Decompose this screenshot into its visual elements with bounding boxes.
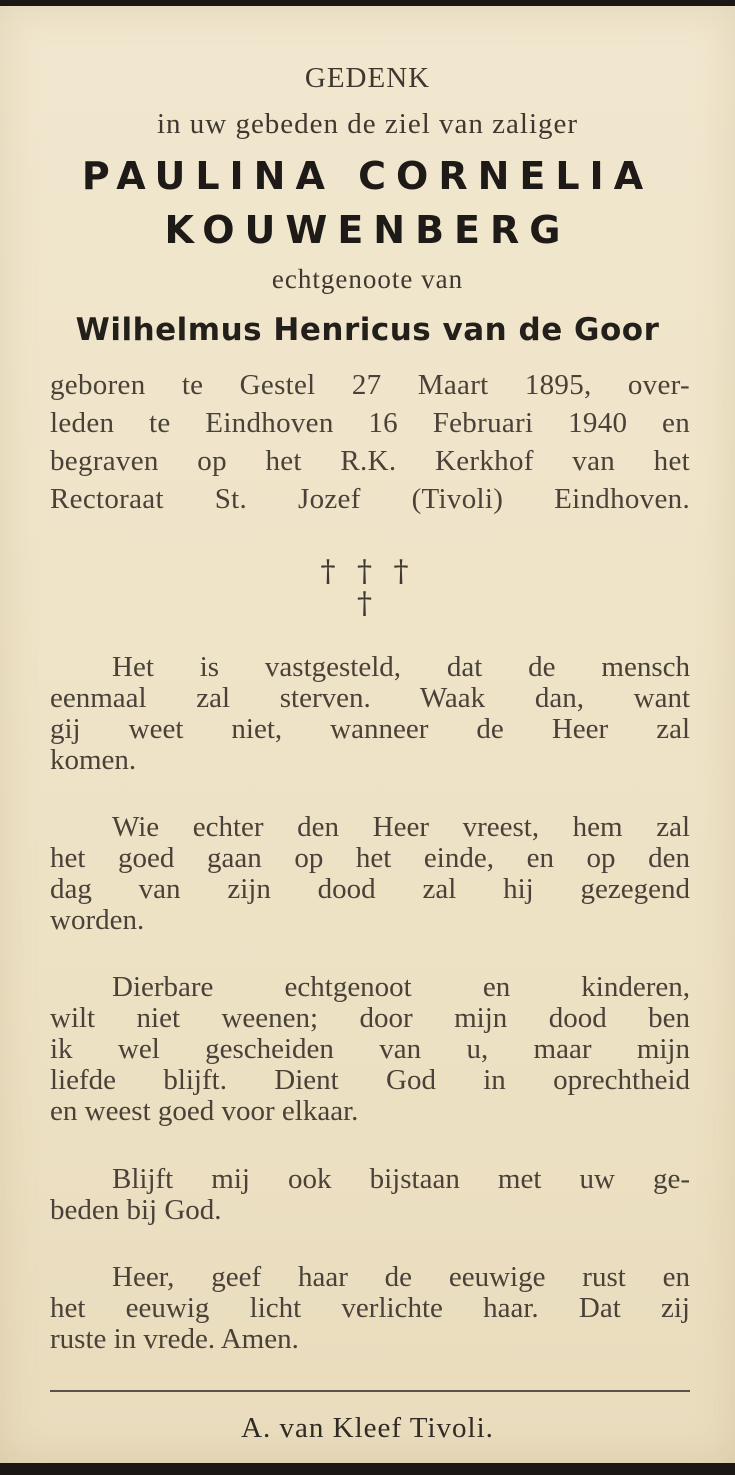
paragraph-line: gij weet niet, wanneer de Heer zal <box>50 713 690 745</box>
printer-credit: A. van Kleef Tivoli. <box>241 1412 494 1444</box>
cross-ornament-bottom: † <box>357 586 378 621</box>
paragraph-line: het eeuwig licht verlichte haar. Dat zij <box>50 1292 690 1324</box>
paragraph-5 <box>50 1262 690 1355</box>
paragraph-line: beden bij God. <box>50 1194 222 1226</box>
prayer-subtitle: in uw gebeden de ziel van zaliger <box>156 108 579 140</box>
paragraph-line: Heer, geef haar de eeuwige rust en <box>112 1261 690 1293</box>
biography-line: leden te Eindhoven 16 Februari 1940 en <box>50 407 690 439</box>
biography-line: Rectoraat St. Jozef (Tivoli) Eindhoven. <box>50 483 690 515</box>
paragraph-line: liefde blijft. Dient God in oprechtheid <box>50 1064 690 1096</box>
gedenk-heading: GEDENK <box>304 62 431 94</box>
deceased-name-line-2: KOUWENBERG <box>164 208 571 252</box>
paragraph-4 <box>50 1164 690 1226</box>
paragraph-line: eenmaal zal sterven. Waak dan, want <box>50 682 690 714</box>
spouse-intro: echtgenoote van <box>271 264 464 294</box>
biography-line: begraven op het R.K. Kerkhof van het <box>50 445 690 477</box>
paragraph-line: Wie echter den Heer vreest, hem zal <box>112 811 690 843</box>
paragraph-line: Het is vastgesteld, dat de mensch <box>112 651 690 683</box>
biography <box>50 366 690 518</box>
paragraph-line: dag van zijn dood zal hij gezegend <box>50 873 690 905</box>
paragraph-line: wilt niet weenen; door mijn dood ben <box>50 1002 690 1034</box>
footer-divider <box>50 1390 690 1392</box>
paragraph-line: komen. <box>50 744 137 776</box>
paragraph-line: worden. <box>50 904 145 936</box>
paragraph-line: Blijft mij ook bijstaan met uw ge- <box>112 1163 690 1195</box>
paragraph-1 <box>50 652 690 776</box>
paragraph-line: het goed gaan op het einde, en op den <box>50 842 690 874</box>
paragraph-2 <box>50 812 690 936</box>
paragraph-line: en weest goed voor elkaar. <box>50 1095 359 1127</box>
paragraph-line: ik wel gescheiden van u, maar mijn <box>50 1033 690 1065</box>
paragraph-line: Dierbare echtgenoot en kinderen, <box>112 971 690 1003</box>
cross-ornament-top: † † † <box>320 554 415 589</box>
deceased-name-line-1: PAULINA CORNELIA <box>81 154 654 198</box>
paragraph-line: ruste in vrede. Amen. <box>50 1323 299 1355</box>
memorial-card <box>0 6 735 1463</box>
biography-line: geboren te Gestel 27 Maart 1895, over- <box>50 369 690 401</box>
paragraph-3 <box>50 972 690 1127</box>
spouse-name: Wilhelmus Henricus van de Goor <box>75 312 660 348</box>
